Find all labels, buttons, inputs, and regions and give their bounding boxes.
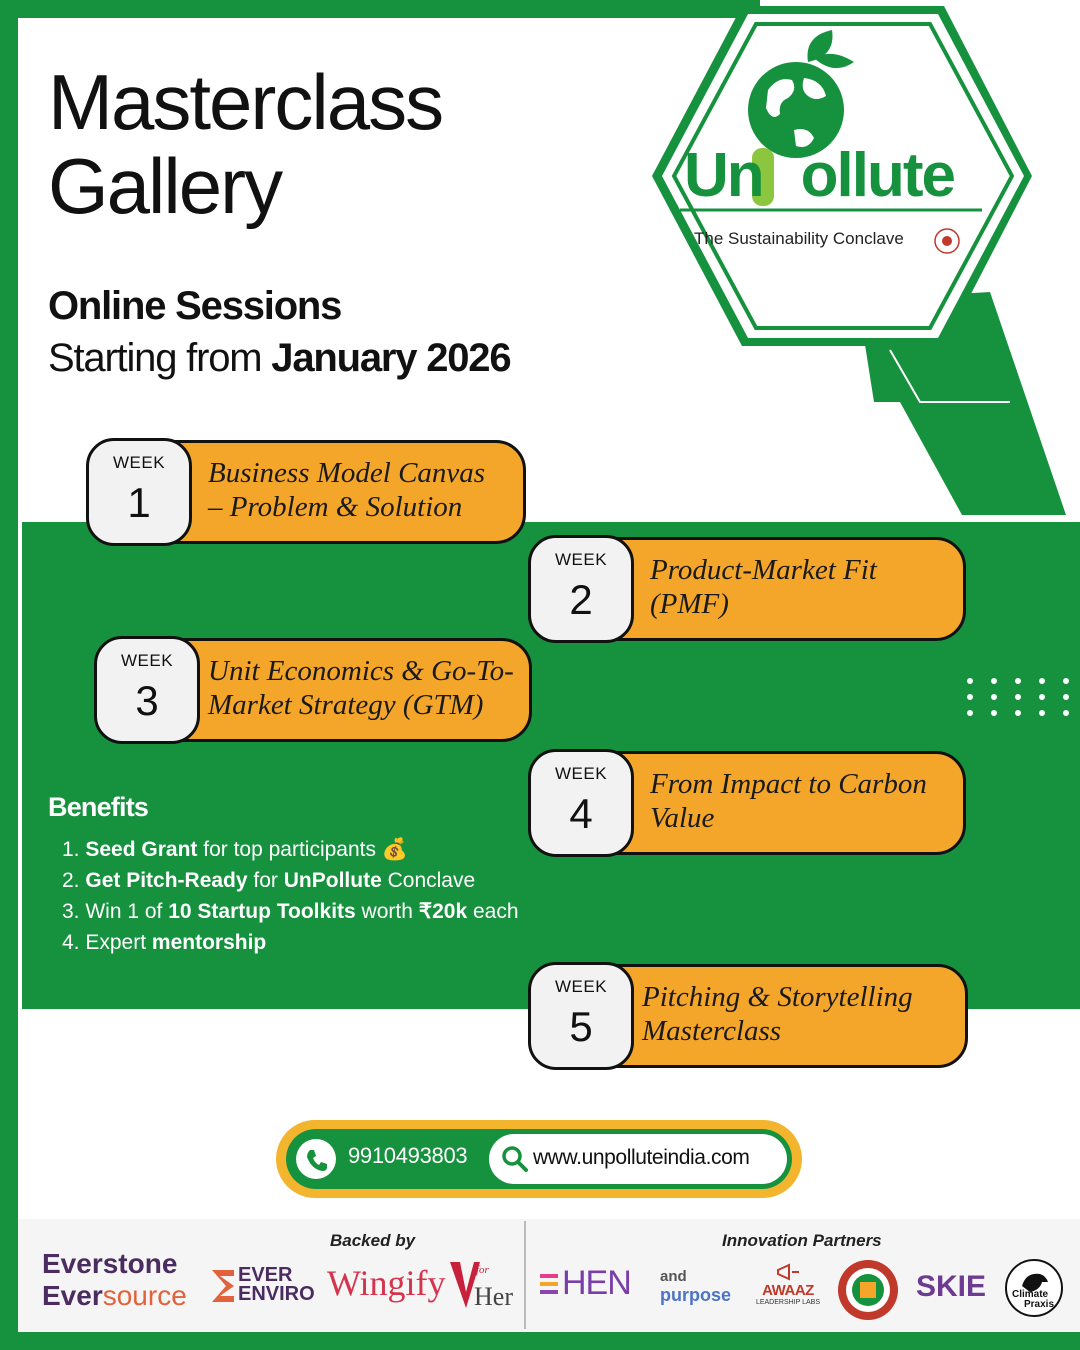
week-4-topic-line-2: Value xyxy=(650,802,715,834)
week-3-topic-line-1: Unit Economics & Go-To- xyxy=(208,655,514,687)
week-4-topic-line-1: From Impact to Carbon xyxy=(650,768,927,800)
week-4-card xyxy=(528,749,966,857)
page-title xyxy=(48,60,442,228)
logo-tagline: The Sustainability Conclave xyxy=(694,229,904,248)
week-2-topic-line-1: Product-Market Fit xyxy=(650,554,877,586)
and-purpose-line-1: and xyxy=(660,1268,687,1285)
benefit-item-3 xyxy=(62,896,519,927)
awaaz-text: AWAAZ xyxy=(762,1282,814,1299)
week-5-number: 5 xyxy=(569,1003,593,1050)
benefit-item-2 xyxy=(62,865,519,896)
week-5-badge xyxy=(528,962,634,1070)
phone-number[interactable]: 9910493803 xyxy=(348,1143,468,1168)
website-pill[interactable] xyxy=(489,1134,787,1184)
benefit-1-rest: for top participants 💰 xyxy=(197,838,408,861)
benefit-3-num: 3. xyxy=(62,900,80,923)
week-5-topic-line-2: Masterclass xyxy=(642,1015,782,1047)
megaphone-icon xyxy=(775,1262,801,1282)
week-4-topic xyxy=(650,767,952,835)
benefit-2-num: 2. xyxy=(62,869,80,892)
v-for-her-logo xyxy=(448,1258,518,1314)
week-2-badge xyxy=(528,535,634,643)
benefit-3-pre: Win 1 of xyxy=(85,900,169,923)
week-2-number: 2 xyxy=(569,576,593,623)
decorative-dots xyxy=(962,676,1080,720)
benefit-2-bold: Get Pitch-Ready xyxy=(85,869,248,892)
everenviro-line-2: ENVIRO xyxy=(238,1283,315,1305)
contact-bar xyxy=(276,1120,802,1198)
benefit-4-num: 4. xyxy=(62,931,80,954)
week-3-label: WEEK xyxy=(120,651,174,670)
unpollute-logo xyxy=(644,0,1036,350)
eversource-part-a: Ever xyxy=(42,1280,103,1311)
v-for-her-her: Her xyxy=(474,1282,513,1311)
week-2-topic-line-2: (PMF) xyxy=(650,588,729,620)
title-line-1: Masterclass xyxy=(48,58,443,146)
awaaz-logo xyxy=(755,1262,821,1318)
phone-icon[interactable] xyxy=(296,1139,336,1179)
search-icon xyxy=(499,1143,531,1175)
wingify-logo: Wingify xyxy=(327,1263,446,1303)
benefit-3-rest: each xyxy=(467,900,519,923)
week-3-topic-line-2: Market Strategy (GTM) xyxy=(208,689,484,721)
hen-text: HEN xyxy=(562,1264,631,1302)
everenviro-mark-icon xyxy=(210,1268,236,1304)
everenviro-logo xyxy=(210,1266,322,1306)
subtitle-prefix: Starting from xyxy=(48,336,272,380)
week-1-topic xyxy=(208,456,512,524)
week-1-card xyxy=(86,438,526,546)
seal-icon xyxy=(934,228,960,254)
climate-praxis-logo xyxy=(1004,1258,1064,1318)
week-4-badge xyxy=(528,749,634,857)
climate-praxis-line-2: Praxis xyxy=(1024,1299,1055,1310)
hen-logo xyxy=(538,1266,642,1306)
climate-praxis-text xyxy=(1012,1290,1054,1310)
week-1-topic-line-1: Business Model Canvas xyxy=(208,457,486,489)
benefit-4-pre: Expert xyxy=(85,931,152,954)
logo-name-part2: ollute xyxy=(800,141,954,210)
climate-praxis-line-1: Climate xyxy=(1012,1289,1049,1300)
week-3-card xyxy=(94,636,532,744)
eversource-logo xyxy=(42,1280,187,1312)
week-5-label: WEEK xyxy=(554,977,608,996)
benefit-item-1 xyxy=(62,834,519,865)
benefits-title: Benefits xyxy=(48,792,149,822)
week-4-number: 4 xyxy=(569,790,593,837)
website-url[interactable]: www.unpolluteindia.com xyxy=(533,1146,750,1169)
week-5-topic xyxy=(642,980,954,1048)
university-seal-icon xyxy=(836,1258,900,1322)
week-3-badge xyxy=(94,636,200,744)
and-purpose-line-2: purpose xyxy=(660,1285,732,1305)
week-1-number: 1 xyxy=(127,479,151,526)
title-line-2: Gallery xyxy=(48,142,282,230)
benefit-2-rest-a: for xyxy=(247,869,284,892)
footer-divider xyxy=(524,1221,526,1329)
benefit-4-bold: mentorship xyxy=(151,931,267,954)
hen-mark-icon xyxy=(538,1268,562,1302)
logo-name xyxy=(684,140,954,211)
everenviro-line-1: EVER xyxy=(238,1264,293,1286)
week-1-badge xyxy=(86,438,192,546)
subtitle-start-date xyxy=(48,336,510,381)
skie-logo: SKIE xyxy=(916,1270,987,1303)
week-5-topic-line-1: Pitching & Storytelling xyxy=(642,981,913,1013)
awaaz-subtext: LEADERSHIP LABS xyxy=(755,1299,821,1306)
frame-bottom-bar xyxy=(0,1332,1080,1350)
benefit-1-bold: Seed Grant xyxy=(85,838,198,861)
backed-by-title: Backed by xyxy=(330,1231,416,1250)
benefit-2-rest-b: Conclave xyxy=(381,869,476,892)
benefit-3-mid: worth xyxy=(355,900,419,923)
benefit-3-bold-2: ₹20k xyxy=(418,900,468,923)
logo-name-part1: Un xyxy=(684,141,763,210)
week-3-topic xyxy=(208,654,518,722)
subtitle-online-sessions: Online Sessions xyxy=(48,284,342,328)
week-1-topic-line-2: – Problem & Solution xyxy=(208,491,463,523)
week-4-label: WEEK xyxy=(554,764,608,783)
week-3-number: 3 xyxy=(135,677,159,724)
eversource-part-b: source xyxy=(102,1280,187,1311)
everstone-logo: Everstone xyxy=(42,1248,178,1279)
v-for-her-for: for xyxy=(476,1264,489,1276)
innovation-partners-title: Innovation Partners xyxy=(722,1231,882,1250)
week-5-card xyxy=(528,962,968,1070)
subtitle-date: January 2026 xyxy=(271,336,511,380)
benefits-list xyxy=(62,834,519,958)
week-1-label: WEEK xyxy=(112,453,166,472)
benefit-item-4 xyxy=(62,927,519,958)
benefit-2-bold-2: UnPollute xyxy=(283,869,382,892)
contact-bar-inner xyxy=(286,1129,792,1189)
benefit-1-num: 1. xyxy=(62,838,80,861)
and-purpose-logo xyxy=(660,1268,731,1304)
week-2-card xyxy=(528,535,966,643)
benefit-3-bold: 10 Startup Toolkits xyxy=(168,900,356,923)
week-2-label: WEEK xyxy=(554,550,608,569)
week-2-topic xyxy=(650,553,952,621)
